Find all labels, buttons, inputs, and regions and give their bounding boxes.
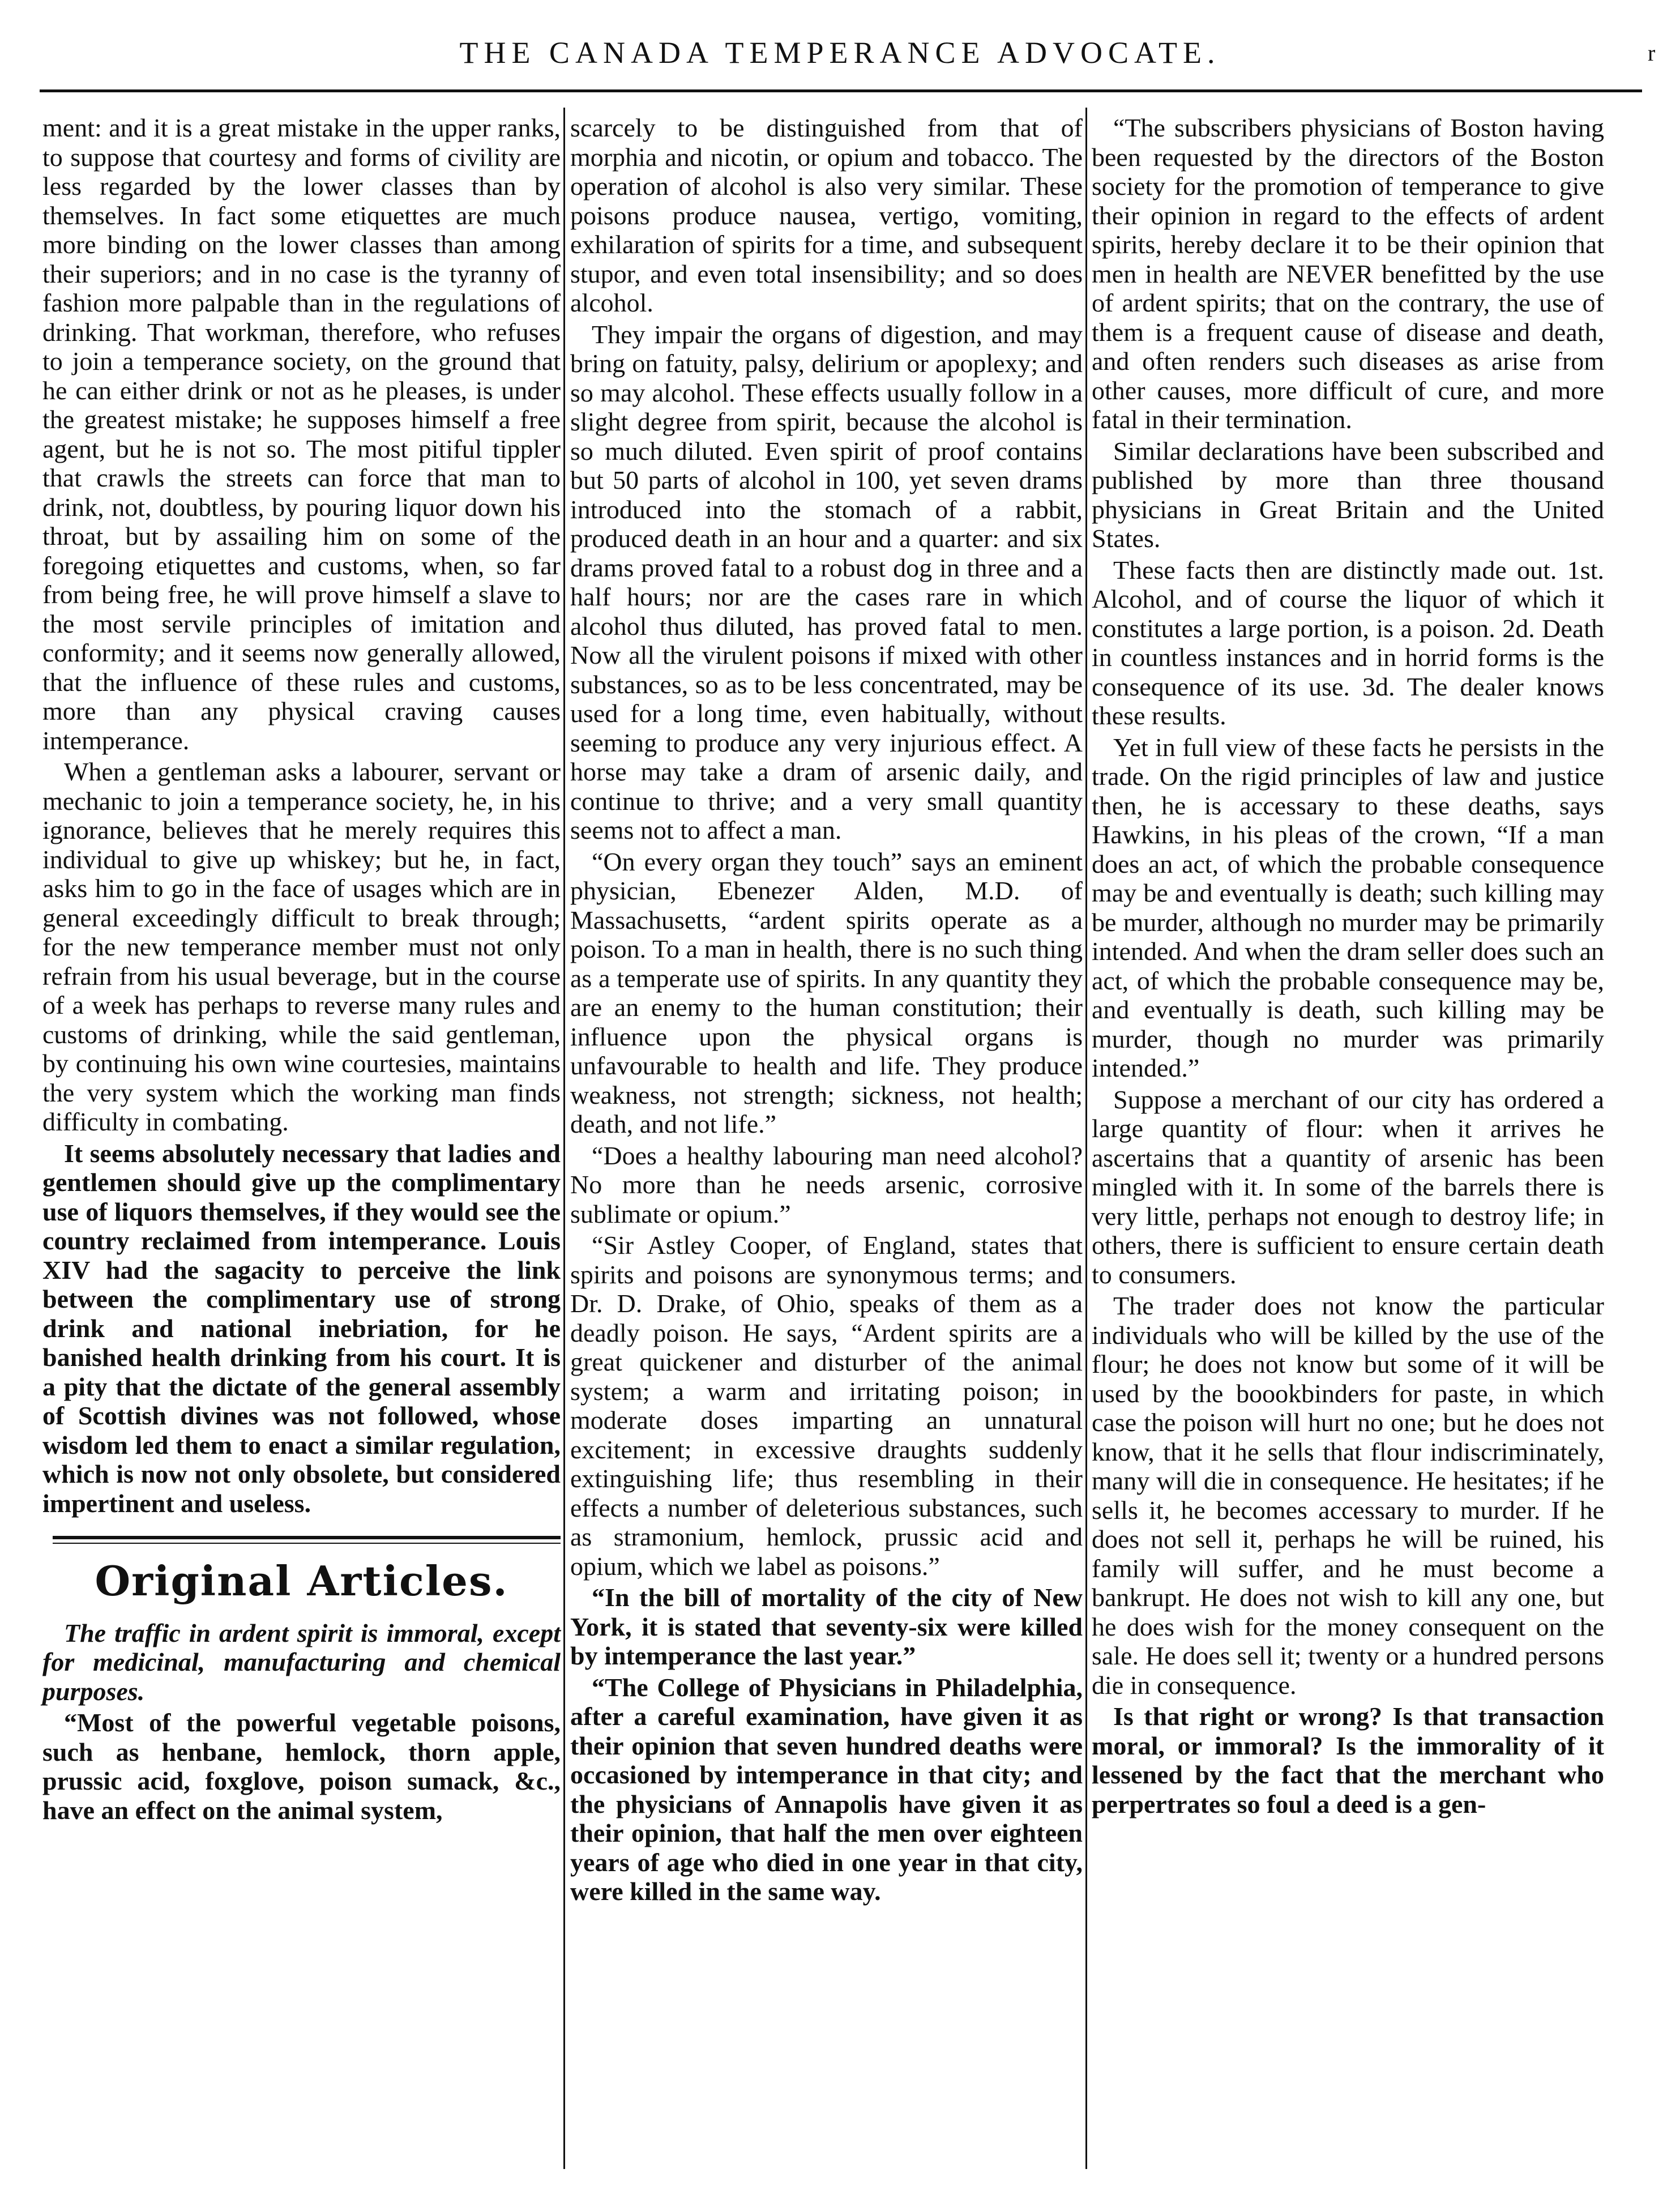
paragraph: “Sir Astley Cooper, of England, states that spirits and poisons are synonymous terms; and Dr. D. Drake, of Ohio, speaks of them as a deadly poison. He says, “Ardent spirits are a great quickener and disturber of the animal system; a warm and irritating poison; in moderate doses imparting an unnatural excitement; in excessive draughts suddenly extinguishing life; thus resembling in their effects a number of deleterious substances, such as stramonium, hemlock, prussic acid and opium, which we label as poisons.” [570, 1231, 1083, 1581]
column-divider-right [1085, 108, 1087, 2169]
paragraph: When a gentleman asks a labourer, servant or mechanic to join a temperance society, he, in his ignorance, believes that he merely requires this individual to give up whiskey; but he, in fact, asks him to go in the face of usages which are in general exceedingly difficult to break through; for the new temperance member must not only refrain from his usual beverage, but in the course of a week has perhaps to reverse many rules and customs of drinking, while the said gentleman, by continuing his own wine courtesies, maintains the very system which the working man finds difficulty in combating. [42, 757, 561, 1136]
paragraph: The trader does not know the particular individuals who will be killed by the use of the flour; he does not know but some of it will be used by the boookbinders for paste, in which case the poison will hurt no one; but he does not know, that it he sells that flour indiscriminately, many will die in consequence. He hesitates; if he sells it, he becomes accessary to murder. If he does not sell it, perhaps he will be ruined, his family will suffer, and he must become a bankrupt. He does not wish to kill any one, but he does wish for the money consequent on the sale. He does sell it; twenty or a hundred persons die in consequence. [1092, 1291, 1604, 1700]
paragraph: “The subscribers physicians of Boston having been requested by the directors of the Boston society for the promotion of temperance to give their opinion in regard to the effects of ardent spirits, hereby declare it to be their opinion that men in health are NEVER benefitted by the use of ardent spirits; that on the contrary, the use of them is a frequent cause of disease and death, and often renders such diseases as arise from other causes, more difficult of cure, and more fatal in their termination. [1092, 113, 1604, 434]
paragraph: scarcely to be distinguished from that of morphia and nicotin, or opium and tobacco. The operation of alcohol is also very similar. These poisons produce nausea, vertigo, vomiting, exhilaration of spirits for a time, and subsequent stupor, and even total insensibility; and so does alcohol. [570, 113, 1083, 317]
paragraph: “In the bill of mortality of the city of New York, it is stated that seventy-six were killed by intemperance the last year.” [570, 1583, 1083, 1670]
column-divider-left [563, 108, 565, 2169]
paragraph: Is that right or wrong? Is that transaction moral, or immoral? Is the immorality of it lessened by the fact that the merchant who perpertrates so foul a deed is a gen- [1092, 1702, 1604, 1818]
header-rule [40, 89, 1642, 92]
section-rule [53, 1536, 561, 1544]
paragraph: “The College of Physicians in Philadelphia, after a careful examination, have given it as their opinion that seven hundred deaths were occasioned by intemperance in that city; and the physicians of Annapolis have given it as their opinion, that half the men over eighteen years of age who died in one year in that city, were killed in the same way. [570, 1672, 1083, 1906]
paragraph: Yet in full view of these facts he persists in the trade. On the rigid principles of law and justice then, he is accessary to these deaths, says Hawkins, in his pleas of the crown, “If a man does an act, of which the probable consequence may be and eventually is death; such killing may be murder, although no murder may be primarily intended. And when the dram seller does such an act, of which the probable consequence may be, and eventually is death, such killing may be murder, though no murder was primarily intended.” [1092, 732, 1604, 1082]
column-right [1092, 113, 1604, 1818]
paragraph: Similar declarations have been subscribed and published by more than three thousand physicians in Great Britain and the United States. [1092, 436, 1604, 553]
paragraph: “Most of the powerful vegetable poisons, such as henbane, hemlock, thorn apple, prussic acid, foxglove, poison sumack, &c., have an effect on the animal system, [42, 1708, 561, 1825]
page-header-title: THE CANADA TEMPERANCE ADVOCATE. [459, 36, 1221, 70]
article-epigraph: The traffic in ardent spirit is immoral, except for medicinal, manufacturing and chemical purposes. [42, 1618, 561, 1706]
paragraph: ment: and it is a great mistake in the upper ranks, to suppose that courtesy and forms of civility are less regarded by the lower classes than by themselves. In fact some etiquettes are much more binding on the lower classes than among their superiors; and in no case is the tyranny of fashion more palpable than in the regulations of drinking. That workman, therefore, who refuses to join a temperance society, on the ground that he can either drink or not as he pleases, is under the greatest mistake; he supposes himself a free agent, but he is not so. The most pitiful tippler that crawls the streets can force that man to drink, not, doubtless, by pouring liquor down his throat, but by assailing him on some of the foregoing etiquettes and customs, when, so far from being free, he will prove himself a slave to the most servile principles of imitation and conformity; and it seems now generally allowed, that the influence of these rules and customs, more than any physical craving causes intemperance. [42, 113, 561, 755]
paragraph: Suppose a merchant of our city has ordered a large quantity of flour: when it arrives he ascertains that a quantity of arsenic has been mingled with it. In some of the barrels there is very little, perhaps not enough to destroy life; in others, there is sufficient to ensure certain death to consumers. [1092, 1085, 1604, 1289]
paragraph: These facts then are distinctly made out. 1st. Alcohol, and of course the liquor of which it constitutes a large portion, is a poison. 2d. Death in countless instances and in horrid forms is the consequence of its use. 3d. The dealer knows these results. [1092, 555, 1604, 730]
paragraph: “Does a healthy labouring man need alcohol? No more than he needs arsenic, corrosive sublimate or opium.” [570, 1141, 1083, 1228]
section-heading-block [42, 1536, 561, 1605]
column-middle [570, 113, 1083, 1906]
section-title: Original Articles. [95, 1557, 508, 1605]
column-left [42, 113, 561, 1825]
paragraph: They impair the organs of digestion, and may bring on fatuity, palsy, delirium or apoplexy; and so may alcohol. These effects usually follow in a slight degree from spirit, because the alcohol is so much diluted. Even spirit of proof contains but 50 parts of alcohol in 100, yet seven drams introduced into the stomach of a rabbit, produced death in an hour and a quarter: and six drams proved fatal to a robust dog in three and a half hours; nor are the cases rare in which alcohol thus diluted, has proved fatal to men. Now all the virulent poisons if mixed with other substances, so as to be less concentrated, may be used for a long time, even habitually, without seeming to produce any very injurious effect. A horse may take a dram of arsenic daily, and continue to thrive; and a very small quantity seems not to affect a man. [570, 319, 1083, 844]
paragraph: “On every organ they touch” says an eminent physician, Ebenezer Alden, M.D. of Massachusetts, “ardent spirits operate as a poison. To a man in health, there is no such thing as a temperate use of spirits. In any quantity they are an enemy to the human constitution; their influence upon the physical organs is unfavourable to health and life. They produce weakness, not strength; sickness, not health; death, and not life.” [570, 847, 1083, 1138]
paragraph: It seems absolutely necessary that ladies and gentlemen should give up the complimentary use of liquors themselves, if they would see the country reclaimed from intemperance. Louis XIV had the sagacity to perceive the link between the complimentary use of strong drink and national inebriation, for he banished health drinking from his court. It is a pity that the dictate of the general assembly of Scottish divines was not followed, whose wisdom led them to enact a similar regulation, which is now not only obsolete, but considered impertinent and useless. [42, 1138, 561, 1518]
page-number: r [1648, 40, 1656, 66]
